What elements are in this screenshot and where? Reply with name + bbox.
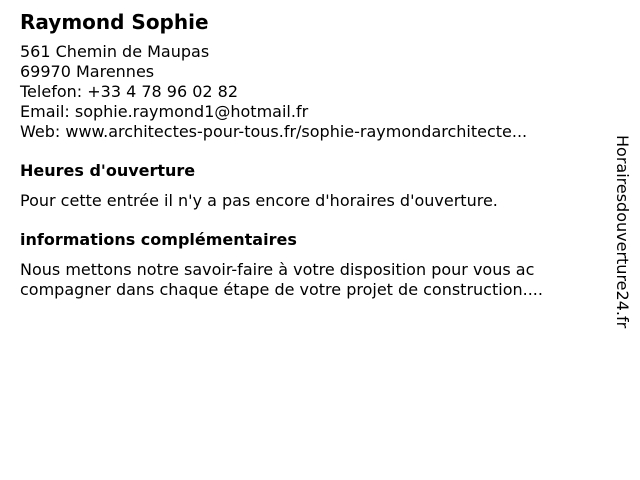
address-block	[20, 42, 600, 142]
opening-hours-heading: Heures d'ouverture	[20, 161, 196, 180]
phone-line: Telefon: +33 4 78 96 02 82	[20, 82, 239, 101]
additional-info-heading: informations complémentaires	[20, 230, 297, 249]
additional-info-line-2: compagner dans chaque étape de votre projet de construction....	[20, 280, 543, 299]
additional-info-line-1: Nous mettons notre savoir-faire à votre disposition pour vous ac	[20, 260, 535, 279]
web-line: Web: www.architectes-pour-tous.fr/sophie-raymondarchitecte...	[20, 122, 528, 141]
opening-hours-text: Pour cette entrée il n'y a pas encore d'horaires d'ouverture.	[20, 191, 498, 210]
contact-card	[20, 9, 600, 300]
street-address: 561 Chemin de Maupas	[20, 42, 210, 61]
email-line: Email: sophie.raymond1@hotmail.fr	[20, 102, 309, 121]
site-watermark-label: Horairesdouverture24.fr	[613, 135, 632, 329]
postal-city: 69970 Marennes	[20, 62, 155, 81]
page-title: Raymond Sophie	[20, 10, 209, 34]
